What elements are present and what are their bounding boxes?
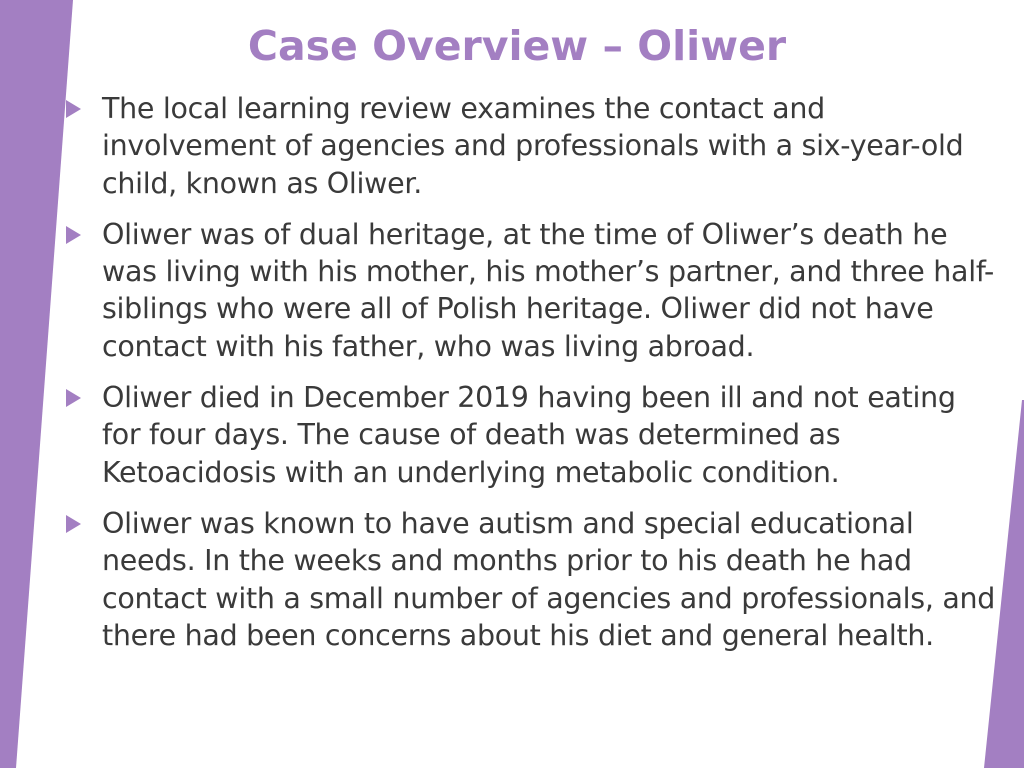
bullet-item: [62, 216, 997, 365]
triangle-right-icon: [66, 389, 81, 407]
triangle-right-icon: [66, 515, 81, 533]
bullet-item: [62, 379, 997, 491]
bullet-text: Oliwer was known to have autism and special educational needs. In the weeks and months prior to his death he had contact with a small number of agencies and professionals, and there had been concerns about his diet and general health.: [102, 506, 996, 652]
bullet-item: [62, 90, 997, 202]
triangle-right-icon: [66, 226, 81, 244]
bullet-list: [62, 90, 997, 668]
bullet-text: The local learning review examines the contact and involvement of agencies and professionals with a six-year-old child, known as Oliwer.: [102, 92, 964, 200]
bullet-item: [62, 505, 997, 654]
bullet-text: Oliwer was of dual heritage, at the time of Oliwer’s death he was living with his mother, his mother’s partner, and three half-siblings who were all of Polish heritage. Oliwer did not have contact with his father, who was living abroad.: [102, 217, 994, 363]
triangle-right-icon: [66, 100, 81, 118]
bullet-text: Oliwer died in December 2019 having been ill and not eating for four days. The cause of death was determined as Ketoacidosis with an underlying metabolic condition.: [102, 381, 956, 489]
slide-title: Case Overview – Oliwer: [247, 22, 787, 70]
